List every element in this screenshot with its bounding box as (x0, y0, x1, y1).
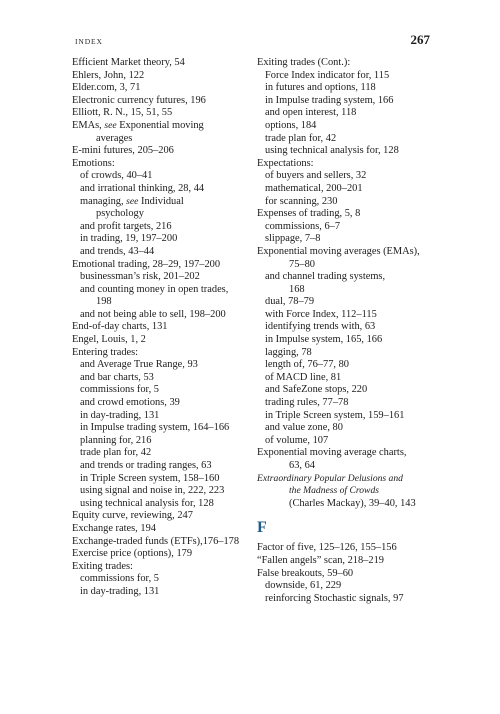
index-subentry: planning for, 216 (80, 434, 152, 446)
index-subentry: with Force Index, 112–115 (265, 308, 377, 320)
index-entry: Elder.com, 3, 71 (72, 82, 141, 94)
index-subentry: psychology (96, 208, 144, 220)
index-column-left (72, 57, 247, 599)
index-subentry: lagging, 78 (265, 346, 312, 358)
index-subentry: commissions for, 5 (80, 573, 159, 585)
index-subentry (72, 196, 247, 209)
index-entry: Engel, Louis, 1, 2 (72, 334, 146, 346)
index-subentry: in Triple Screen system, 159–161 (265, 409, 405, 421)
index-subentry: businessman’s risk, 201–202 (80, 271, 200, 283)
index-subentry: and irrational thinking, 28, 44 (80, 182, 205, 194)
italic-text: see (126, 195, 139, 207)
index-subentry: reinforcing Stochastic signals, 97 (265, 592, 404, 604)
index-subentry: and value zone, 80 (265, 422, 343, 434)
index-subentry: downside, 61, 229 (265, 580, 342, 592)
index-subentry: and SafeZone stops, 220 (265, 384, 368, 396)
index-entry: Emotions: (72, 157, 115, 169)
index-entry: “Fallen angels” scan, 218–219 (257, 554, 384, 566)
index-subentry: trading rules, 77–78 (265, 397, 349, 409)
index-subentry: 168 (289, 283, 305, 295)
running-head: INDEX (75, 37, 103, 46)
index-subentry: 63, 64 (289, 460, 315, 471)
index-subentry: mathematical, 200–201 (265, 182, 363, 194)
index-subentry: 75–80 (289, 258, 315, 270)
entry-text: managing, (80, 195, 127, 207)
index-subentry: in day-trading, 131 (80, 409, 160, 421)
index-subentry: and trends, 43–44 (80, 245, 155, 257)
index-subentry: and not being able to sell, 198–200 (80, 308, 226, 320)
entry-text: Exponential moving (116, 119, 204, 131)
index-subentry: and bar charts, 53 (80, 371, 154, 383)
index-subentry: dual, 78–79 (265, 296, 315, 308)
index-subentry: Force Index indicator for, 115 (265, 69, 390, 81)
index-subentry: of volume, 107 (265, 434, 329, 446)
index-subentry: options, 184 (265, 119, 317, 131)
index-entry: Equity curve, reviewing, 247 (72, 510, 193, 522)
index-entry: Exiting trades (Cont.): (257, 57, 351, 68)
index-subentry: and counting money in open trades, (80, 283, 229, 295)
index-subentry: in Impulse trading system, 166 (265, 94, 394, 106)
index-subentry: in Triple Screen system, 158–160 (80, 472, 220, 484)
index-subentry: commissions for, 5 (80, 384, 159, 396)
index-subentry: of crowds, 40–41 (80, 170, 153, 182)
index-subentry: and Average True Range, 93 (80, 359, 198, 371)
index-subentry: in day-trading, 131 (80, 585, 160, 597)
entry-text: Individual (138, 195, 184, 207)
index-subentry: and crowd emotions, 39 (80, 397, 180, 409)
index-entry: Elliott, R. N., 15, 51, 55 (72, 107, 173, 119)
index-entry: Electronic currency futures, 196 (72, 94, 206, 106)
index-entry: Efficient Market theory, 54 (72, 57, 185, 68)
index-subentry: and trends or trading ranges, 63 (80, 460, 212, 471)
index-entry: Exponential moving averages (EMAs), (257, 245, 420, 257)
index-subentry: identifying trends with, 63 (265, 321, 376, 333)
index-entry (257, 473, 439, 486)
index-subentry: in trading, 19, 197–200 (80, 233, 178, 245)
index-entry: Entering trades: (72, 346, 139, 358)
index-entry (72, 120, 247, 133)
index-subentry: trade plan for, 42 (265, 132, 337, 144)
index-entry: Exchange rates, 194 (72, 522, 156, 534)
index-column-right (257, 57, 439, 605)
index-subentry: commissions, 6–7 (265, 220, 341, 232)
index-entry: Exchange-traded funds (ETFs),176–178 (72, 535, 240, 547)
italic-text: see (104, 119, 117, 131)
section-letter: F (257, 519, 267, 537)
index-subentry: (Charles Mackay), 39–40, 143 (289, 497, 416, 509)
index-subentry: using technical analysis for, 128 (80, 497, 214, 509)
index-entry: End-of-day charts, 131 (72, 321, 168, 333)
index-subentry: using technical analysis for, 128 (265, 145, 399, 157)
index-subentry: and channel trading systems, (265, 271, 386, 283)
index-entry: Exiting trades: (72, 560, 133, 572)
index-entry: Exponential moving average charts, (257, 447, 407, 459)
index-subentry: using signal and noise in, 222, 223 (80, 485, 225, 497)
index-entry: E-mini futures, 205–206 (72, 145, 174, 157)
index-subentry: averages (96, 132, 133, 144)
index-subentry: in Impulse trading system, 164–166 (80, 422, 230, 434)
index-entry: Expectations: (257, 157, 314, 169)
index-entry: Expenses of trading, 5, 8 (257, 208, 361, 220)
index-entry: Exercise price (options), 179 (72, 548, 193, 560)
index-subentry: trade plan for, 42 (80, 447, 152, 459)
page-number: 267 (410, 32, 430, 47)
italic-text: the Madness of Crowds (289, 485, 379, 497)
index-subentry: of MACD line, 81 (265, 371, 342, 383)
index-subentry: for scanning, 230 (265, 195, 338, 207)
italic-text: Extraordinary Popular Delusions and (257, 472, 403, 484)
index-entry: Factor of five, 125–126, 155–156 (257, 542, 397, 554)
index-subentry: 198 (96, 296, 112, 308)
index-subentry: in futures and options, 118 (265, 82, 376, 94)
index-subentry: slippage, 7–8 (265, 233, 321, 245)
index-subentry (257, 485, 439, 498)
index-subentry: and open interest, 118 (265, 107, 357, 119)
index-entry: False breakouts, 59–60 (257, 567, 354, 579)
entry-text: EMAs, (72, 119, 105, 131)
index-entry: Emotional trading, 28–29, 197–200 (72, 258, 221, 270)
index-subentry: length of, 76–77, 80 (265, 359, 349, 371)
index-subentry: and profit targets, 216 (80, 220, 172, 232)
index-entry: Ehlers, John, 122 (72, 69, 145, 81)
index-subentry: in Impulse system, 165, 166 (265, 334, 383, 346)
index-subentry: of buyers and sellers, 32 (265, 170, 367, 182)
